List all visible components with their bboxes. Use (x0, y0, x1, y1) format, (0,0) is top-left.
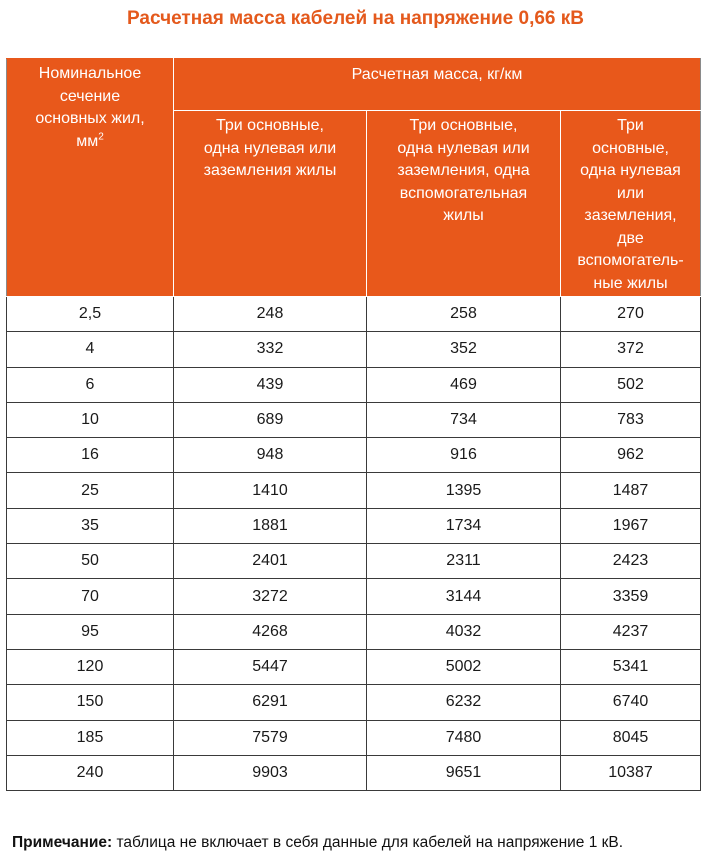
table-row (7, 473, 701, 508)
header-col-3core-1zero-1aux-label: Три основные, одна нулевая или заземления, одна вспомогательная жилы (397, 117, 530, 224)
cell-mass-3core-1zero-2aux: 783 (561, 402, 701, 437)
cell-mass-3core-1zero-1aux: 734 (367, 402, 561, 437)
cell-section: 35 (7, 508, 174, 543)
table-body (7, 297, 701, 791)
header-col-3core-1zero-1aux (367, 111, 561, 297)
footnote-text: таблица не включает в себя данные для кабелей на напряжение 1 кВ. (116, 834, 624, 851)
header-section (7, 59, 174, 297)
cell-mass-3core-1zero-2aux: 5341 (561, 649, 701, 684)
cell-mass-3core-1zero-1aux: 5002 (367, 649, 561, 684)
cell-section: 16 (7, 438, 174, 473)
cell-section: 50 (7, 544, 174, 579)
header-section-label: Номинальное сечение основных жил, (35, 65, 145, 127)
cell-section: 150 (7, 685, 174, 720)
cell-section: 25 (7, 473, 174, 508)
cell-mass-3core-1zero-2aux: 6740 (561, 685, 701, 720)
cell-section: 2,5 (7, 297, 174, 332)
cell-mass-3core-1zero: 5447 (174, 649, 367, 684)
cell-mass-3core-1zero-1aux: 469 (367, 367, 561, 402)
cell-section: 120 (7, 649, 174, 684)
cell-mass-3core-1zero-2aux: 10387 (561, 755, 701, 790)
cell-mass-3core-1zero-1aux: 6232 (367, 685, 561, 720)
cell-mass-3core-1zero-1aux: 258 (367, 297, 561, 332)
cell-section: 185 (7, 720, 174, 755)
cell-mass-3core-1zero-1aux: 3144 (367, 579, 561, 614)
cell-section: 240 (7, 755, 174, 790)
cell-mass-3core-1zero-2aux: 1967 (561, 508, 701, 543)
cell-mass-3core-1zero: 689 (174, 402, 367, 437)
header-mass-group (174, 59, 701, 111)
table-row (7, 614, 701, 649)
cell-mass-3core-1zero-2aux: 4237 (561, 614, 701, 649)
cell-mass-3core-1zero-2aux: 1487 (561, 473, 701, 508)
footnote (12, 834, 623, 852)
table-row (7, 720, 701, 755)
table-row (7, 367, 701, 402)
table-row (7, 755, 701, 790)
cell-mass-3core-1zero-1aux: 1734 (367, 508, 561, 543)
table-row (7, 685, 701, 720)
cable-mass-table (6, 58, 701, 791)
table-row (7, 649, 701, 684)
cell-mass-3core-1zero-1aux: 9651 (367, 755, 561, 790)
table-row (7, 579, 701, 614)
header-col-3core-1zero (174, 111, 367, 297)
header-col-3core-1zero-2aux (561, 111, 701, 297)
cell-mass-3core-1zero: 6291 (174, 685, 367, 720)
cell-mass-3core-1zero-2aux: 502 (561, 367, 701, 402)
cell-mass-3core-1zero-1aux: 7480 (367, 720, 561, 755)
cell-mass-3core-1zero: 1881 (174, 508, 367, 543)
cell-mass-3core-1zero: 948 (174, 438, 367, 473)
page-title: Расчетная масса кабелей на напряжение 0,66 кВ (127, 8, 584, 29)
cell-mass-3core-1zero: 332 (174, 332, 367, 367)
table-row (7, 508, 701, 543)
table-row (7, 297, 701, 332)
cell-section: 70 (7, 579, 174, 614)
cell-mass-3core-1zero-2aux: 3359 (561, 579, 701, 614)
header-mass-group-label: Расчетная масса, кг/км (351, 66, 523, 83)
cell-mass-3core-1zero-1aux: 352 (367, 332, 561, 367)
cell-mass-3core-1zero: 2401 (174, 544, 367, 579)
cell-mass-3core-1zero: 3272 (174, 579, 367, 614)
cell-mass-3core-1zero-2aux: 372 (561, 332, 701, 367)
cell-mass-3core-1zero-2aux: 8045 (561, 720, 701, 755)
cell-mass-3core-1zero-2aux: 2423 (561, 544, 701, 579)
cell-mass-3core-1zero: 4268 (174, 614, 367, 649)
cell-mass-3core-1zero-2aux: 270 (561, 297, 701, 332)
cell-mass-3core-1zero-1aux: 916 (367, 438, 561, 473)
cell-mass-3core-1zero: 248 (174, 297, 367, 332)
header-section-unit-sup: 2 (98, 131, 104, 143)
table-row (7, 402, 701, 437)
cell-section: 10 (7, 402, 174, 437)
cell-mass-3core-1zero: 7579 (174, 720, 367, 755)
cell-mass-3core-1zero-1aux: 4032 (367, 614, 561, 649)
header-section-unit: мм (76, 132, 99, 150)
table-row (7, 544, 701, 579)
cell-mass-3core-1zero-2aux: 962 (561, 438, 701, 473)
header-col-3core-1zero-2aux-label: Три основные, одна нулевая или заземления, две вспомогатель- ные жилы (577, 117, 684, 292)
cell-section: 6 (7, 367, 174, 402)
table-row (7, 438, 701, 473)
cell-mass-3core-1zero-1aux: 2311 (367, 544, 561, 579)
cell-section: 95 (7, 614, 174, 649)
table-header (7, 59, 701, 297)
cell-mass-3core-1zero: 439 (174, 367, 367, 402)
cell-mass-3core-1zero-1aux: 1395 (367, 473, 561, 508)
header-col-3core-1zero-label: Три основные, одна нулевая или заземления жилы (203, 117, 337, 179)
footnote-label: Примечание: (12, 834, 113, 851)
cell-section: 4 (7, 332, 174, 367)
cell-mass-3core-1zero: 9903 (174, 755, 367, 790)
cell-mass-3core-1zero: 1410 (174, 473, 367, 508)
table-row (7, 332, 701, 367)
